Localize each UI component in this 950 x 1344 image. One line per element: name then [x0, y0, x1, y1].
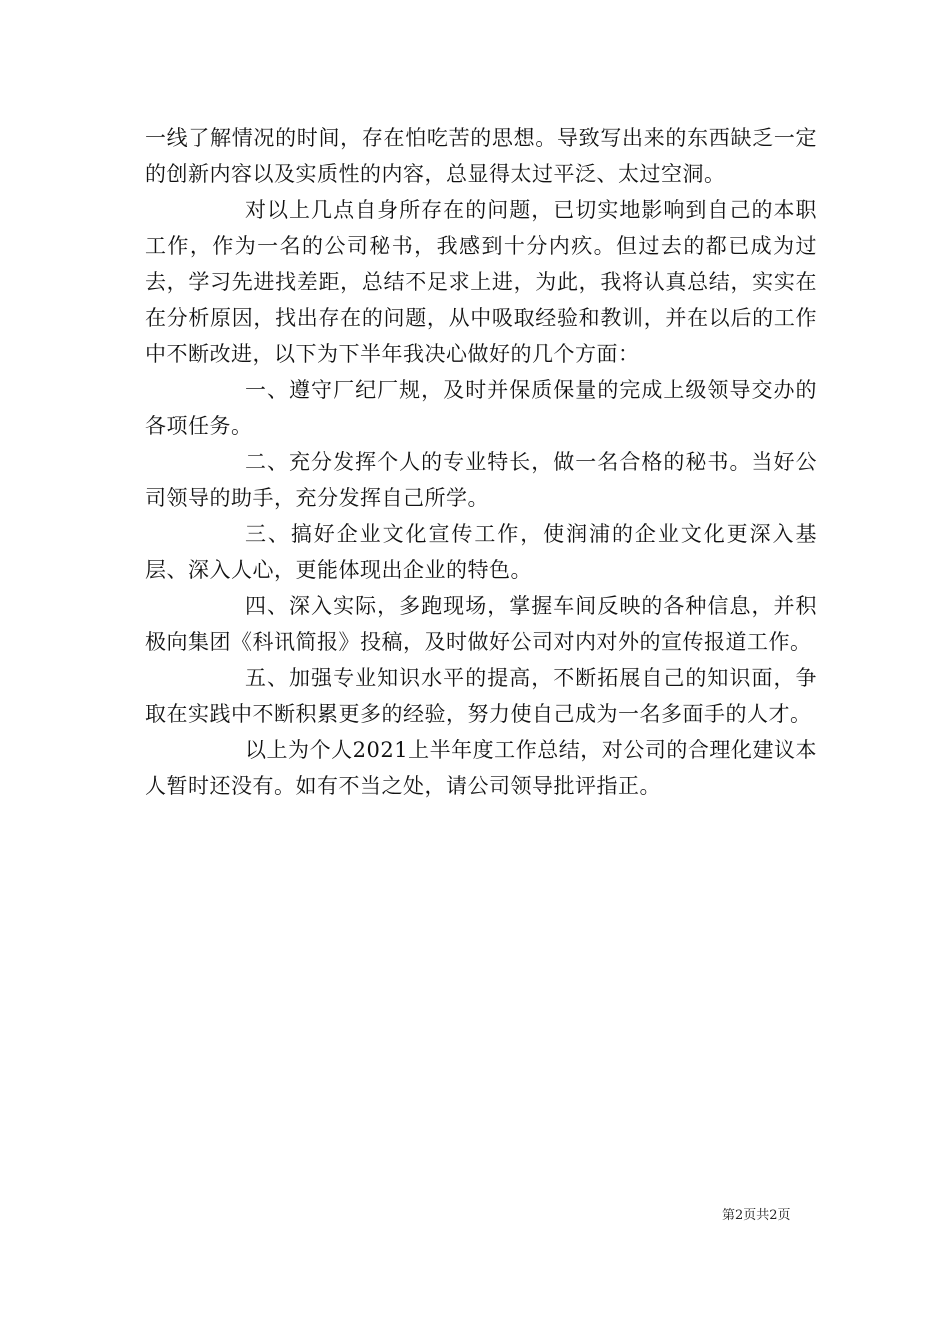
document-body — [145, 120, 817, 804]
paragraph-point-3: 三、搞好企业文化宣传工作，使润浦的企业文化更深入基层、深入人心，更能体现出企业的特色。 — [145, 522, 817, 582]
page-number: 第2页共2页 — [722, 1208, 791, 1223]
paragraph-point-2: 二、充分发挥个人的专业特长，做一名合格的秘书。当好公司领导的助手，充分发挥自己所学。 — [145, 450, 817, 510]
paragraph-point-5: 五、加强专业知识水平的提高，不断拓展自己的知识面，争取在实践中不断积累更多的经验，努力使自己成为一名多面手的人才。 — [145, 666, 817, 726]
paragraph-self-reflection: 对以上几点自身所存在的问题，已切实地影响到自己的本职工作，作为一名的公司秘书，我感到十分内疚。但过去的都已成为过去，学习先进找差距，总结不足求上进，为此，我将认真总结，实实在在分析原因，找出存在的问题，从中吸取经验和教训，并在以后的工作中不断改进，以下为下半年我决心做好的几个方面： — [145, 198, 817, 366]
paragraph-point-1: 一、遵守厂纪厂规，及时并保质保量的完成上级领导交办的各项任务。 — [145, 378, 817, 438]
paragraph-conclusion: 以上为个人2021上半年度工作总结，对公司的合理化建议本人暂时还没有。如有不当之处，请公司领导批评指正。 — [145, 738, 817, 798]
paragraph-continuation: 一线了解情况的时间，存在怕吃苦的思想。导致写出来的东西缺乏一定的创新内容以及实质性的内容，总显得太过平泛、太过空洞。 — [145, 126, 817, 186]
paragraph-point-4: 四、深入实际，多跑现场，掌握车间反映的各种信息，并积极向集团《科讯简报》投稿，及时做好公司对内对外的宣传报道工作。 — [145, 594, 817, 654]
